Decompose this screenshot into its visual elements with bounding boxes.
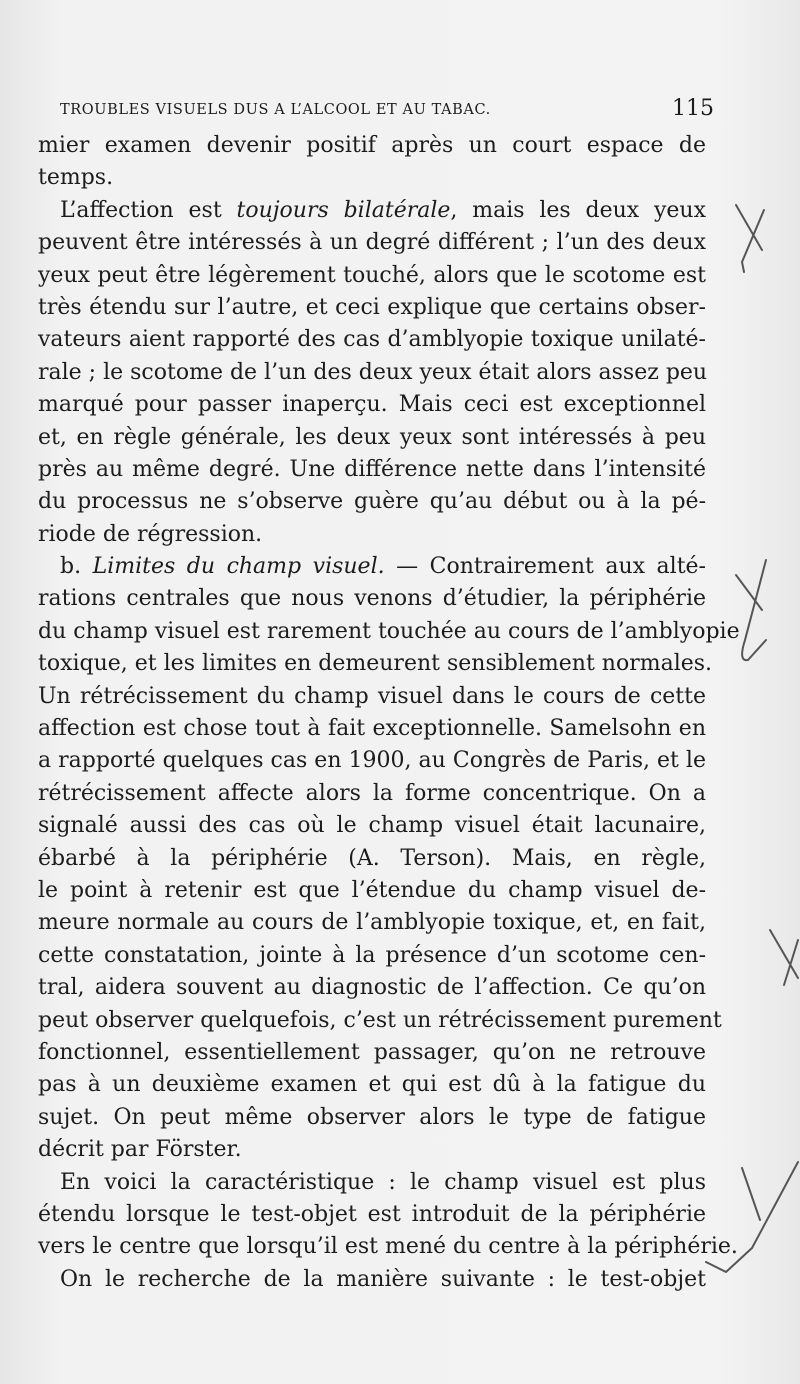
text-line: rétrécissement affecte alors la forme concentrique. On a <box>38 780 706 806</box>
text-line: rale ; le scotome de l’un des deux yeux était alors assez peu <box>38 359 708 385</box>
body-text <box>38 130 740 1296</box>
text-line: du processus ne s’observe guère qu’au début ou à la pé- <box>38 489 706 515</box>
italic-phrase: bilatérale <box>343 197 451 223</box>
running-header <box>60 96 720 124</box>
text-line: étendu lorsque le test-objet est introduit de la périphérie <box>38 1201 706 1227</box>
text-line: cette constatation, jointe à la présence d’un scotome cen- <box>38 942 706 968</box>
pencil-x-mark <box>736 205 764 272</box>
text-line: vers le centre que lorsqu’il est mené du centre à la périphérie. <box>38 1234 738 1260</box>
text-line: marqué pour passer inaperçu. Mais ceci est exceptionnel <box>38 392 706 418</box>
text-line: pas à un deuxième examen et qui est dû à la fatigue du <box>38 1072 706 1098</box>
pencil-x-mark <box>770 930 798 985</box>
text-line: près au même degré. Une différence nette dans l’intensité <box>38 456 706 482</box>
text-line: sujet. On peut même observer alors le type de fatigue <box>38 1104 706 1130</box>
text-line: peuvent être intéressés à un degré différent ; l’un des deux <box>38 230 706 256</box>
text-line: Un rétrécissement du champ visuel dans le cours de cette <box>38 683 706 709</box>
text-line: très étendu sur l’autre, et ceci explique que certains obser- <box>38 294 706 320</box>
pencil-x-mark <box>736 560 766 660</box>
text-line: yeux peut être légèrement touché, alors que le scotome est <box>38 262 706 288</box>
text-line: du champ visuel est rarement touchée au cours de l’amblyopie <box>38 618 740 644</box>
text-line: En voici la caractéristique : le champ visuel est plus <box>60 1169 706 1195</box>
page-number: 115 <box>672 96 714 121</box>
text-line: tral, aidera souvent au diagnostic de l’affection. Ce qu’on <box>38 975 706 1001</box>
text-line: peut observer quelquefois, c’est un rétrécissement purement <box>38 1007 722 1033</box>
text-line: L’affection est toujours bilatérale, mais les deux yeux <box>60 197 706 223</box>
text-line: a rapporté quelques cas en 1900, au Congrès de Paris, et le <box>38 748 706 774</box>
text-line: ébarbé à la périphérie (A. Terson). Mais, en règle, <box>38 845 706 871</box>
text-line: signalé aussi des cas où le champ visuel était lacunaire, <box>38 813 706 839</box>
section-heading-line: b. Limites du champ visuel. — Contrairement aux alté- <box>60 554 706 580</box>
text-line: riode de régression. <box>38 521 263 547</box>
text-line: le point à retenir est que l’étendue du champ visuel de- <box>38 877 706 903</box>
text-line: et, en règle générale, les deux yeux sont intéressés à peu <box>38 424 706 450</box>
text-line: toxique, et les limites en demeurent sensiblement normales. <box>38 651 713 677</box>
italic-phrase: toujours <box>236 197 329 223</box>
text-line: décrit par Förster. <box>38 1137 242 1163</box>
text-line: mier examen devenir positif après un court espace de <box>38 133 706 158</box>
running-title: TROUBLES VISUELS DUS A L’ALCOOL ET AU TABAC. <box>60 102 491 118</box>
text-line: vateurs aient rapporté des cas d’amblyopie toxique unilaté- <box>38 327 706 353</box>
italic-phrase: Limites du champ visuel. <box>92 554 385 580</box>
text-line: fonctionnel, essentiellement passager, qu’on ne retrouve <box>38 1039 706 1065</box>
text-line: affection est chose tout à fait exceptionnelle. Samelsohn en <box>38 716 706 742</box>
text-line: On le recherche de la manière suivante : le test-objet <box>60 1266 706 1292</box>
text-line: temps. <box>38 165 114 191</box>
text-line: meure normale au cours de l’amblyopie toxique, et, en fait, <box>38 910 706 936</box>
text-line: rations centrales que nous venons d’étudier, la périphérie <box>38 586 706 612</box>
